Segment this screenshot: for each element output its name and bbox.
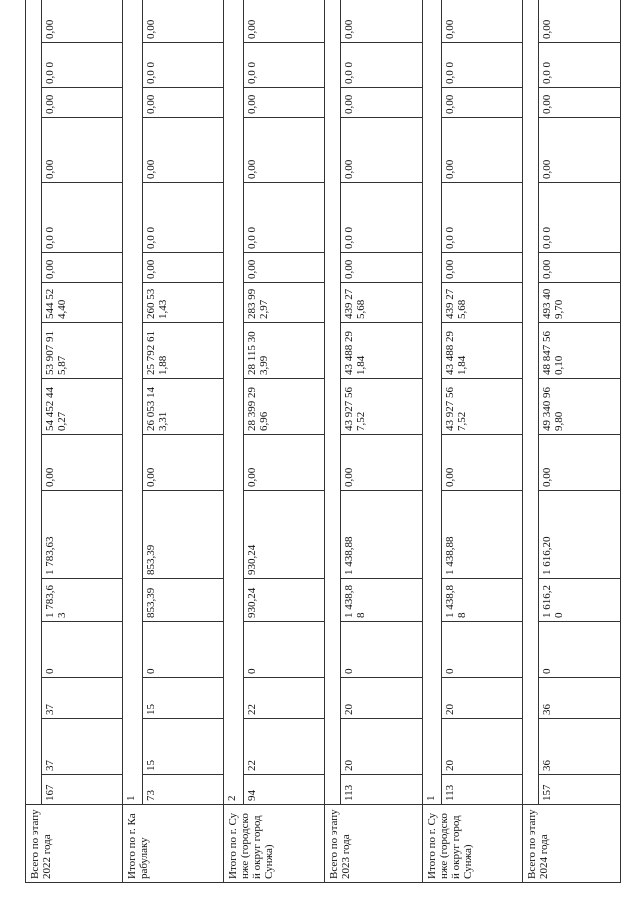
- cell-value: 0,00: [343, 19, 356, 39]
- table-row: [422, 0, 441, 883]
- row-label: Итого по г. Карабулаку: [126, 813, 151, 879]
- cell-value: 73: [144, 790, 157, 801]
- cell-value: 0,00: [541, 467, 554, 487]
- table-row-values: [441, 0, 523, 883]
- value-cell: [41, 88, 123, 118]
- cell-value: 0: [245, 668, 258, 674]
- cell-value: 0,0 0: [541, 227, 554, 249]
- table-row-values: [142, 0, 224, 883]
- cell-value: 0,00: [443, 467, 456, 487]
- value-cell: [142, 379, 224, 435]
- row-label-cell: [523, 805, 621, 883]
- cell-value: 0,00: [245, 19, 258, 39]
- cell-value: 439 275,68: [443, 288, 468, 319]
- value-cell: [539, 775, 621, 805]
- table-row: [523, 0, 539, 883]
- value-cell: [243, 183, 325, 253]
- value-cell: [142, 622, 224, 678]
- value-cell: [142, 323, 224, 379]
- value-cell: [441, 118, 523, 183]
- cell-value: 0,00: [43, 467, 56, 487]
- value-cell: [341, 622, 423, 678]
- value-cell: [539, 323, 621, 379]
- value-cell: [142, 253, 224, 283]
- value-cell: [539, 719, 621, 775]
- value-cell: [243, 678, 325, 719]
- cell-value: 0,0 0: [144, 227, 157, 249]
- cell-value: 0,00: [245, 259, 258, 279]
- value-cell: [441, 183, 523, 253]
- value-cell: [441, 775, 523, 805]
- row-label: Всего по этапу 2024 года: [526, 809, 551, 879]
- cell-value: 0,00: [443, 159, 456, 179]
- cell-value: 15: [144, 704, 157, 715]
- value-cell: [539, 622, 621, 678]
- cell-value: 157: [541, 784, 554, 801]
- value-cell: [441, 43, 523, 88]
- cell-value: 0,00: [245, 159, 258, 179]
- value-cell: [341, 719, 423, 775]
- value-cell: [142, 435, 224, 491]
- value-cell: [539, 88, 621, 118]
- cell-value: 0,00: [343, 467, 356, 487]
- cell-value: 0,00: [144, 467, 157, 487]
- value-cell: [341, 379, 423, 435]
- value-cell: [243, 491, 325, 579]
- cell-value: 0,00: [443, 259, 456, 279]
- cell-value: 1 616,20: [541, 536, 554, 575]
- cell-value: 37: [43, 704, 56, 715]
- value-cell: [539, 283, 621, 323]
- value-cell: [41, 253, 123, 283]
- cell-value: 544 524,40: [43, 288, 68, 319]
- cell-value: 930,24: [245, 587, 258, 618]
- value-cell: [243, 253, 325, 283]
- row-number-cell: [123, 0, 142, 805]
- value-cell: [41, 183, 123, 253]
- cell-value: 0,00: [343, 259, 356, 279]
- cell-value: 0,00: [343, 94, 356, 114]
- value-cell: [341, 43, 423, 88]
- table-row: [325, 0, 341, 883]
- cell-value: 167: [43, 784, 56, 801]
- table-row: [26, 0, 42, 883]
- value-cell: [341, 183, 423, 253]
- cell-value: 0,0 0: [443, 227, 456, 249]
- cell-value: 94: [245, 790, 258, 801]
- value-cell: [142, 88, 224, 118]
- value-cell: [243, 283, 325, 323]
- value-cell: [243, 379, 325, 435]
- cell-value: 0,0 0: [443, 62, 456, 84]
- value-cell: [243, 118, 325, 183]
- row-number-cell: [224, 0, 243, 805]
- row-label-cell: [26, 805, 123, 883]
- row-number: 2: [226, 795, 239, 801]
- cell-value: 930,24: [245, 544, 258, 575]
- cell-value: 25 792 611,88: [144, 331, 169, 375]
- value-cell: [41, 775, 123, 805]
- value-cell: [41, 622, 123, 678]
- value-cell: [41, 323, 123, 379]
- cell-value: 49 340 969,80: [541, 387, 566, 431]
- value-cell: [441, 435, 523, 491]
- value-cell: [142, 491, 224, 579]
- value-cell: [243, 88, 325, 118]
- value-cell: [142, 0, 224, 43]
- value-cell: [441, 0, 523, 43]
- value-cell: [441, 379, 523, 435]
- cell-value: 36: [541, 760, 554, 771]
- value-cell: [539, 118, 621, 183]
- value-cell: [41, 491, 123, 579]
- cell-value: 0,00: [541, 19, 554, 39]
- value-cell: [41, 719, 123, 775]
- value-cell: [539, 579, 621, 622]
- value-cell: [341, 118, 423, 183]
- row-label-cell: [224, 805, 325, 883]
- value-cell: [142, 183, 224, 253]
- row-label-cell: [422, 805, 523, 883]
- cell-value: 26 053 143,31: [144, 387, 169, 431]
- row-label-cell: [123, 805, 224, 883]
- value-cell: [41, 678, 123, 719]
- cell-value: 1 438,88: [343, 536, 356, 575]
- table-row: [123, 0, 142, 883]
- value-cell: [142, 43, 224, 88]
- table-row-values: [243, 0, 325, 883]
- cell-value: 260 531,43: [144, 288, 169, 319]
- cell-value: 22: [245, 760, 258, 771]
- cell-value: 0,00: [144, 19, 157, 39]
- value-cell: [41, 283, 123, 323]
- value-cell: [243, 579, 325, 622]
- cell-value: 43 488 291,84: [443, 331, 468, 375]
- value-cell: [142, 775, 224, 805]
- cell-value: 113: [343, 784, 356, 801]
- value-cell: [441, 88, 523, 118]
- cell-value: 20: [343, 704, 356, 715]
- value-cell: [243, 435, 325, 491]
- cell-value: 20: [443, 760, 456, 771]
- cell-value: 0: [443, 668, 456, 674]
- cell-value: 15: [144, 760, 157, 771]
- value-cell: [441, 719, 523, 775]
- value-cell: [341, 88, 423, 118]
- value-cell: [539, 253, 621, 283]
- row-number: 1: [424, 795, 437, 801]
- value-cell: [243, 43, 325, 88]
- value-cell: [539, 183, 621, 253]
- value-cell: [142, 283, 224, 323]
- cell-value: 283 992,97: [245, 288, 270, 319]
- cell-value: 493 409,70: [541, 288, 566, 319]
- cell-value: 48 847 560,10: [541, 331, 566, 375]
- cell-value: 0,00: [144, 259, 157, 279]
- value-cell: [341, 323, 423, 379]
- cell-value: 113: [443, 784, 456, 801]
- row-number: 1: [125, 795, 138, 801]
- value-cell: [142, 678, 224, 719]
- value-cell: [539, 435, 621, 491]
- row-number-cell: [26, 0, 42, 805]
- cell-value: 0,00: [43, 159, 56, 179]
- cell-value: 0,00: [43, 19, 56, 39]
- cell-value: 0: [343, 668, 356, 674]
- data-table: [25, 0, 621, 883]
- row-label-cell: [325, 805, 422, 883]
- cell-value: 0,00: [541, 94, 554, 114]
- value-cell: [142, 719, 224, 775]
- cell-value: 0,0 0: [245, 227, 258, 249]
- cell-value: 1 783,63: [43, 536, 56, 575]
- cell-value: 0,00: [541, 159, 554, 179]
- row-number-cell: [523, 0, 539, 805]
- cell-value: 1 783,63: [43, 585, 68, 618]
- cell-value: 0: [541, 668, 554, 674]
- row-number-cell: [325, 0, 341, 805]
- value-cell: [341, 775, 423, 805]
- cell-value: 43 488 291,84: [343, 331, 368, 375]
- value-cell: [341, 435, 423, 491]
- row-label: Итого по г. Сунже (городской округ город Сунжа): [425, 812, 474, 879]
- cell-value: 0,00: [541, 259, 554, 279]
- value-cell: [41, 379, 123, 435]
- cell-value: 0,00: [343, 159, 356, 179]
- rotated-table-container: [25, 21, 621, 883]
- cell-value: 20: [343, 760, 356, 771]
- value-cell: [243, 0, 325, 43]
- cell-value: 0: [43, 668, 56, 674]
- table-row: [224, 0, 243, 883]
- value-cell: [41, 43, 123, 88]
- cell-value: 0,00: [144, 94, 157, 114]
- value-cell: [341, 283, 423, 323]
- cell-value: 28 115 303,99: [245, 331, 270, 375]
- cell-value: 37: [43, 760, 56, 771]
- cell-value: 0: [144, 668, 157, 674]
- cell-value: 0,0 0: [144, 62, 157, 84]
- cell-value: 0,0 0: [43, 227, 56, 249]
- row-number-cell: [422, 0, 441, 805]
- cell-value: 22: [245, 704, 258, 715]
- cell-value: 0,0 0: [343, 227, 356, 249]
- cell-value: 853,39: [144, 544, 157, 575]
- cell-value: 0,0 0: [43, 62, 56, 84]
- value-cell: [441, 283, 523, 323]
- value-cell: [142, 118, 224, 183]
- value-cell: [341, 678, 423, 719]
- value-cell: [243, 719, 325, 775]
- value-cell: [441, 622, 523, 678]
- cell-value: 0,0 0: [245, 62, 258, 84]
- value-cell: [539, 678, 621, 719]
- cell-value: 1 616,20: [541, 585, 566, 618]
- value-cell: [341, 0, 423, 43]
- cell-value: 54 452 440,27: [43, 387, 68, 431]
- value-cell: [41, 435, 123, 491]
- value-cell: [539, 379, 621, 435]
- cell-value: 0,0 0: [343, 62, 356, 84]
- row-label: Всего по этапу 2023 года: [328, 809, 353, 879]
- value-cell: [441, 491, 523, 579]
- cell-value: 28 399 296,96: [245, 387, 270, 431]
- value-cell: [341, 579, 423, 622]
- table-row-values: [539, 0, 621, 883]
- value-cell: [341, 253, 423, 283]
- value-cell: [41, 118, 123, 183]
- cell-value: 0,00: [245, 94, 258, 114]
- value-cell: [539, 43, 621, 88]
- cell-value: 0,00: [443, 94, 456, 114]
- value-cell: [243, 323, 325, 379]
- value-cell: [441, 678, 523, 719]
- cell-value: 0,00: [443, 19, 456, 39]
- row-label: Итого по г. Сунже (городской округ город Сунжа): [227, 812, 276, 879]
- cell-value: 0,00: [43, 259, 56, 279]
- cell-value: 1 438,88: [443, 536, 456, 575]
- cell-value: 439 275,68: [343, 288, 368, 319]
- cell-value: 1 438,88: [343, 585, 368, 618]
- cell-value: 43 927 567,52: [443, 387, 468, 431]
- cell-value: 0,00: [144, 159, 157, 179]
- cell-value: 0,00: [245, 467, 258, 487]
- cell-value: 36: [541, 704, 554, 715]
- value-cell: [539, 0, 621, 43]
- value-cell: [243, 622, 325, 678]
- value-cell: [539, 491, 621, 579]
- table-row-values: [41, 0, 123, 883]
- value-cell: [441, 579, 523, 622]
- table-row-values: [341, 0, 423, 883]
- value-cell: [41, 579, 123, 622]
- row-label: Всего по этапу 2022 года: [29, 809, 53, 879]
- cell-value: 853,39: [144, 587, 157, 618]
- value-cell: [142, 579, 224, 622]
- value-cell: [341, 491, 423, 579]
- value-cell: [243, 775, 325, 805]
- cell-value: 43 927 567,52: [343, 387, 368, 431]
- value-cell: [441, 253, 523, 283]
- cell-value: 53 907 915,87: [43, 331, 68, 375]
- cell-value: 1 438,88: [443, 585, 468, 618]
- value-cell: [441, 323, 523, 379]
- cell-value: 0,00: [43, 94, 56, 114]
- cell-value: 0,0 0: [541, 62, 554, 84]
- value-cell: [41, 0, 123, 43]
- cell-value: 20: [443, 704, 456, 715]
